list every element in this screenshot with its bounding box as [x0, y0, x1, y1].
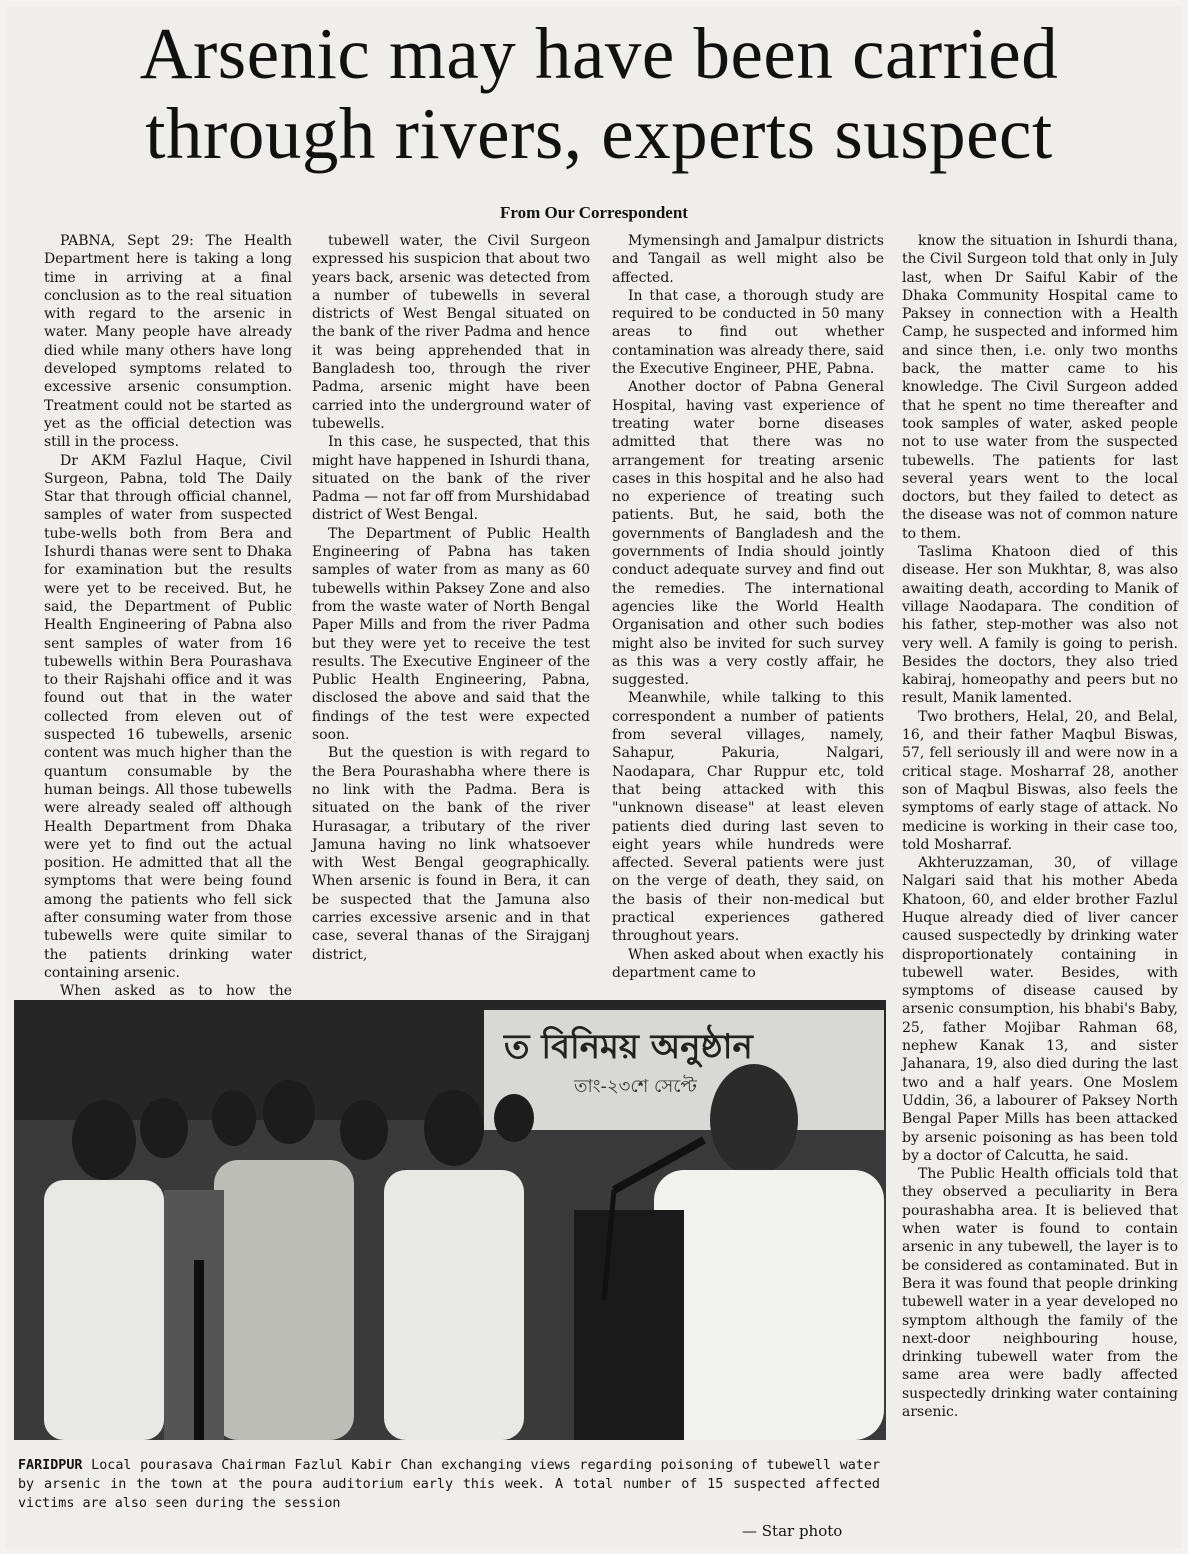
paragraph: When asked about when exactly his department came to — [612, 946, 884, 981]
paragraph: But the question is with regard to the Bera Pourashabha where there is no link with the Padma. Bera is situated on the bank of the river Hurasagar, a tributary of the river Jamuna having no link whatsoever with West Bengal geographically. When arsenic is found in Bera, it can be suspected that the Jamuna also carries excessive arsenic and in that case, several thanas of the Sirajganj district, — [312, 745, 590, 963]
column-4 — [902, 232, 1178, 1544]
paragraph: In this case, he suspected, that this might have happened in Ishurdi thana, situated on the bank of the river Padma — not far off from Murshidabad district of West Bengal. — [312, 434, 590, 524]
caption-place: FARIDPUR — [18, 1458, 83, 1473]
paragraph: Mymensingh and Jamalpur districts and Tangail as well might also be affected. — [612, 233, 884, 286]
paragraph: Two brothers, Helal, 20, and Belal, 16, and their father Maqbul Biswas, 57, fell seriously ill and were now in a critical stage. Mosharraf 28, another son of Maqbul Biswas, also feels the symptoms of early stage of attack. No medicine is working in their case too, told Mosharraf. — [902, 708, 1178, 853]
paragraph: The Public Health officials told that they observed a peculiarity in Bera pourashabha area. It is believed that when water is found to contain arsenic in any tubewell, the layer is to be considered as contaminated. But in Bera it was found that people drinking tubewell water in a year developed no symptom although the family of the next-door neighbouring house, drinking tubewell water from the same area were badly affected suspectedly drinking water containing arsenic. — [902, 1166, 1178, 1420]
headline-line-1: Arsenic may have been carried — [139, 13, 1059, 94]
paragraph: Another doctor of Pabna General Hospital, having vast experience of treating water borne diseases admitted that there was no arrangement for treating arsenic cases in this hospital and he also had no experience of treating such patients. But, he said, both the governments of Bangladesh and the governments of India should jointly conduct adequate survey and find out the remedies. The international agencies like the World Health Organisation and other such bodies might also be invited for such survey as this was a very costly affair, he suggested. — [612, 379, 884, 689]
byline: From Our Correspondent — [500, 203, 688, 222]
column-1 — [44, 232, 292, 1000]
paragraph: Dr AKM Fazlul Haque, Civil Surgeon, Pabna, told The Daily Star that through official channel, samples of water from suspected tube-wells both from Bera and Ishurdi thanas were sent to Dhaka for examination but the results were yet to be received. But, he said, the Department of Public Health Engineering of Pabna also sent samples of water from 16 tubewells within Bera Pourashava to their Rajshahi office and it was found out that in the water collected from eleven out of suspected 16 tubewells, arsenic content was much higher than the quantum consumable by the human beings. All those tubewells were already sealed off although Health Department from Dhaka were yet to find out the actual position. He admitted that all the symptoms that were being found among the patients who fell sick after consuming water from those tubewells were quite similar to the patients drinking water containing arsenic. — [44, 452, 292, 981]
column-3 — [612, 232, 884, 994]
paragraph: Taslima Khatoon died of this disease. Her son Mukhtar, 8, was also awaiting death, according to Manik of village Naodapara. The condition of his father, step-mother was also not very well. A family is going to perish. Besides the doctors, they also tried kabiraj, homeopathy and peers but no result, Manik lamented. — [902, 544, 1178, 707]
paragraph: PABNA, Sept 29: The Health Department here is taking a long time in arriving at a final conclusion as to the real situation with regard to the arsenic in water. Many people have already died while many others have long developed symptoms related to excessive arsenic consumption. Treatment could not be started as yet as the official detection was still in the process. — [44, 233, 292, 451]
column-2 — [312, 232, 590, 994]
paragraph: The Department of Public Health Engineering of Pabna has taken samples of water from as many as 60 tubewells within Paksey Zone and also from the waste water of North Bengal Paper Mills and from the river Padma but they were yet to receive the test results. The Executive Engineer of the Public Health Engineering, Pabna, disclosed the above and said that the findings of the test were expected soon. — [312, 525, 590, 744]
photo-caption — [18, 1456, 880, 1513]
paragraph: tubewell water, the Civil Surgeon expressed his suspicion that about two years back, arsenic was detected from a number of tubewells in several districts of West Bengal situated on the bank of the river Padma and hence it was being apprehended that in Bangladesh too, through the river Padma, arsenic might have been carried into the underground water of tubewells. — [312, 233, 590, 432]
paragraph: know the situation in Ishurdi thana, the Civil Surgeon told that only in July last, when Dr Saiful Kabir of the Dhaka Community Hospital came to Paksey in connection with a Health Camp, he suspected and informed him and since then, i.e. only two months back, the matter came to his knowledge. The Civil Surgeon added that he spent no time thereafter and took samples of water, asked people not to use water from the suspected tubewells. The patients for last several years went to the local doctors, but they failed to detect as the disease was not of common nature to them. — [902, 233, 1178, 542]
paragraph: When asked as to how the — [60, 983, 292, 1000]
photo-illustration — [14, 1000, 886, 1440]
microphone-stand — [194, 1260, 204, 1440]
paragraph: Akhteruzzaman, 30, of village Nalgari said that his mother Abeda Khatoon, 60, and elder brother Fazlul Huque already died of liver cancer caused suspectedly by drinking water disproportionately containing in tubewell water. Besides, with symptoms of disease caused by arsenic consumption, his bhabi's Baby, 25, father Mojibar Rahman 68, nephew Kanak 13, and sister Jahanara, 19, also died during the last two and a half years. One Moslem Uddin, 36, a labourer of Paksey North Bengal Paper Mills has been attacked by arsenic poisoning as has been told by a doctor of Calcutta, he said. — [902, 855, 1178, 1164]
caption-text: Local pourasava Chairman Fazlul Kabir Chan exchanging views regarding poisoning of tubewell water by arsenic in the town at the poura auditorium early this week. A total number of 15 suspected affected victims are also seen during the session — [18, 1458, 881, 1511]
photo-banner-text: ত বিনিময় অনুষ্ঠান — [504, 1027, 753, 1067]
news-photo — [14, 1000, 886, 1440]
paragraph: In that case, a thorough study are required to be conducted in 50 many areas to find out whether contamination was already there, said the Executive Engineer, PHE, Pabna. — [612, 287, 884, 378]
headline — [24, 14, 1174, 174]
headline-line-2: through rivers, experts suspect — [145, 93, 1053, 174]
paragraph: Meanwhile, while talking to this correspondent a number of patients from several villages, namely, Sahapur, Pakuria, Nalgari, Naodapara, Char Ruppur etc, told that being attacked with this "unknown disease" at least eleven patients died during last seven to eight years while hundreds were affected. Several patients were just on the verge of death, they said, on the basis of their non-medical but practical experiences gathered throughout years. — [612, 690, 884, 945]
photo-credit: — Star photo — [742, 1522, 843, 1540]
audience-clothing — [44, 1160, 524, 1440]
photo-banner-subtext: তাং-২৩শে সেপ্টে — [574, 1076, 697, 1097]
